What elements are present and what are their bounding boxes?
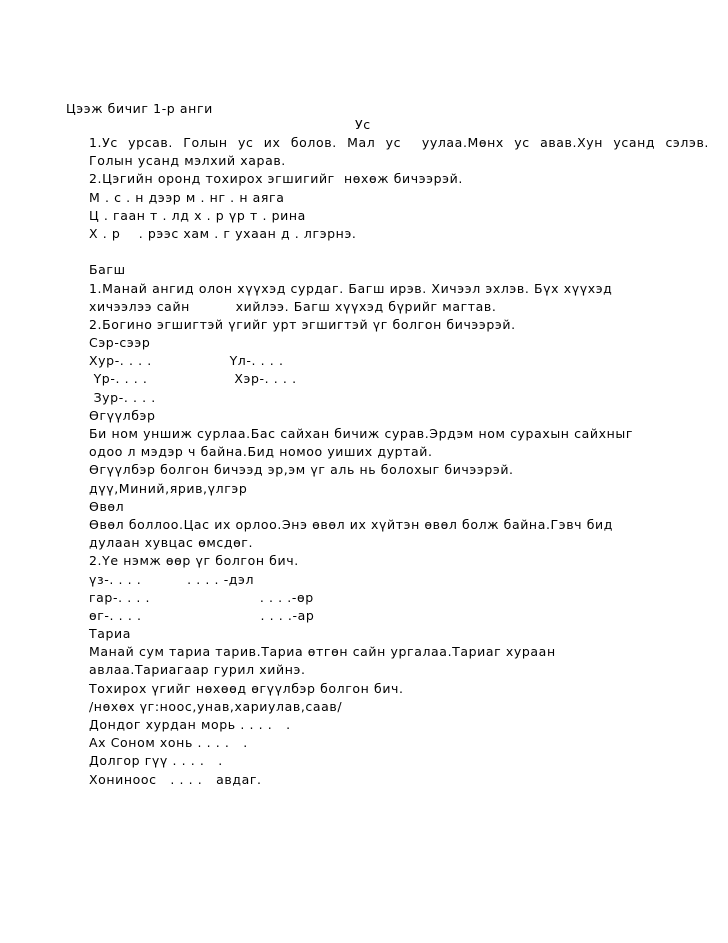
text-line: Би ном уншиж сурлаа.Бас сайхан бичиж сурав.Эрдэм ном сурахын сайхныг bbox=[89, 426, 634, 441]
text-line: 2.Үе нэмж өөр үг болгон бич. bbox=[89, 553, 299, 569]
text-line: Дондог хурдан морь . . . . . bbox=[89, 717, 291, 732]
text-line: Долгор гүү . . . . . bbox=[89, 753, 223, 769]
text-line: Хониноос . . . . авдаг. bbox=[89, 771, 262, 787]
text-line: М . с . н дээр м . нг . н аяга bbox=[89, 189, 285, 205]
text-line: Ах Соном хонь . . . . . bbox=[89, 735, 248, 751]
text-line: 2.Богино эгшигтэй үгийг урт эгшигтэй үг болгон бичээрэй. bbox=[89, 316, 516, 332]
text-line: Ц . гаан т . лд х . р үр т . рина bbox=[89, 207, 306, 223]
text-line: Зур-. . . . bbox=[89, 389, 156, 405]
text-line: одоо л мэдэр ч байна.Бид номоо уиших дуртай. bbox=[89, 444, 433, 460]
text-line: хичээлээ сайн хийлээ. Багш хүүхэд бүрийг магтав. bbox=[89, 298, 497, 314]
text-line: Үр-. . . . Хэр-. . . . bbox=[89, 371, 297, 387]
blank-line bbox=[89, 243, 709, 261]
section-heading-taria: Тариа bbox=[89, 626, 132, 642]
text-line: Тохирох үгийг нөхөөд өгүүлбэр болгон бич. bbox=[89, 680, 404, 696]
text-line: дулаан хувцас өмсдөг. bbox=[89, 535, 254, 551]
text-line: 2.Цэгийн оронд тохирох эгшигийг нөхөж бичээрэй. bbox=[89, 171, 463, 187]
text-line: 1.Манай ангид олон хүүхэд сурдаг. Багш ирэв. Хичээл эхлэв. Бүх хүүхэд bbox=[89, 280, 613, 296]
text-line: Манай сум тариа тарив.Тариа өтгөн сайн ургалаа.Тариаг хураан bbox=[89, 644, 556, 660]
text-line: Голын усанд мэлхий харав. bbox=[89, 153, 286, 169]
text-line: дүү,Миний,ярив,үлгэр bbox=[89, 480, 248, 496]
text-line: Хур-. . . . Үл-. . . . bbox=[89, 353, 284, 369]
text-line: гар-. . . . . . . .-өр bbox=[89, 589, 314, 605]
section-heading-uvul: Өвөл bbox=[89, 498, 125, 514]
section-heading-bagsh: Багш bbox=[89, 262, 126, 278]
text-line: өг-. . . . . . . .-ар bbox=[89, 607, 315, 623]
text-line: авлаа.Тариагаар гурил хийнэ. bbox=[89, 662, 306, 678]
document-body bbox=[89, 134, 709, 789]
document-title: Цээж бичиг 1-р анги bbox=[66, 101, 213, 116]
section-heading-us: Ус bbox=[355, 117, 371, 132]
text-line: 1.Ус урсав. Голын ус их болов. Мал ус уулаа.Мөнх ус авав.Хун усанд сэлэв. bbox=[89, 135, 709, 150]
text-line: үз-. . . . . . . . -дэл bbox=[89, 571, 255, 587]
text-line: /нөхөх үг:ноос,унав,хариулав,саав/ bbox=[89, 698, 343, 714]
text-line: Х . р . рээс хам . г ухаан д . лгэрнэ. bbox=[89, 225, 357, 241]
text-line: Өгүүлбэр болгон бичээд эр,эм үг аль нь болохыг бичээрэй. bbox=[89, 462, 514, 478]
text-line: Өвөл боллоо.Цас их орлоо.Энэ өвөл их хүйтэн өвөл болж байна.Гэвч бид bbox=[89, 516, 614, 532]
text-line: Сэр-сээр bbox=[89, 335, 151, 351]
section-heading-uguulber: Өгүүлбэр bbox=[89, 407, 156, 423]
